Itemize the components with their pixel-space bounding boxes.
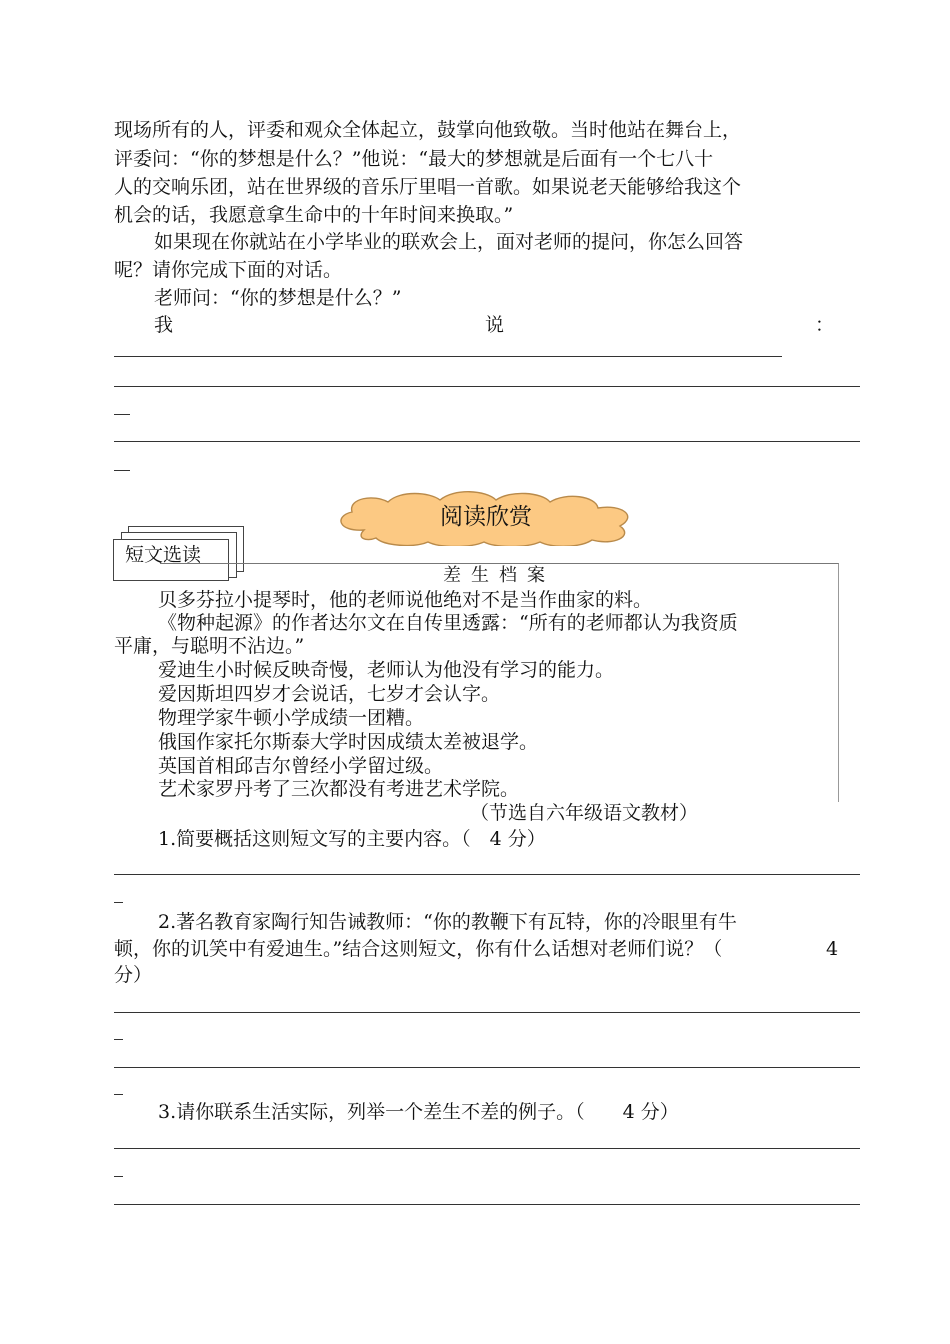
answer-line-dialogue-3-tail bbox=[114, 470, 130, 471]
question-2-line-2: 顿，你的讥笑中有爱迪生。”结合这则短文，你有什么话想对老师们说？（ bbox=[114, 938, 723, 960]
prompt-line-2: 呢？请你完成下面的对话。 bbox=[114, 259, 343, 281]
answer-line-q1[interactable] bbox=[114, 874, 860, 875]
answer-line-dialogue-1[interactable] bbox=[114, 356, 782, 357]
answer-line-dialogue-2-tail bbox=[114, 414, 130, 415]
answer-line-dialogue-2[interactable] bbox=[114, 386, 860, 387]
i-say-char-1: 我 bbox=[154, 314, 174, 336]
question-1: 1.简要概括这则短文写的主要内容。（ 4 分） bbox=[158, 828, 546, 850]
story-line-1: 现场所有的人，评委和观众全体起立，鼓掌向他致敬。当时他站在舞台上， bbox=[114, 119, 742, 141]
article-source: （节选自六年级语文教材） bbox=[470, 802, 699, 824]
section-banner-title: 阅读欣赏 bbox=[440, 504, 532, 530]
article-line-4: 爱迪生小时候反映奇慢，老师认为他没有学习的能力。 bbox=[158, 659, 615, 681]
question-2-line-1: 2.著名教育家陶行知告诫教师：“你的教鞭下有瓦特，你的冷眼里有牛 bbox=[158, 911, 737, 933]
answer-line-q2-1-tail bbox=[114, 1039, 123, 1040]
story-line-4: 机会的话，我愿意拿生命中的十年时间来换取。” bbox=[114, 204, 514, 226]
i-say-colon: ： bbox=[815, 314, 835, 336]
article-line-8: 英国首相邱吉尔曾经小学留过级。 bbox=[158, 755, 444, 777]
answer-line-q2-2-tail bbox=[114, 1094, 123, 1095]
article-title: 差生档案 bbox=[443, 565, 555, 586]
section-tab-label: 短文选读 bbox=[125, 544, 202, 566]
answer-line-dialogue-3[interactable] bbox=[114, 441, 860, 442]
answer-line-q3-1-tail bbox=[114, 1176, 123, 1177]
article-line-7: 俄国作家托尔斯泰大学时因成绩太差被退学。 bbox=[158, 731, 539, 753]
article-line-5: 爱因斯坦四岁才会说话，七岁才会认字。 bbox=[158, 683, 501, 705]
i-say-char-2: 说 bbox=[485, 314, 505, 336]
story-line-2: 评委问：“你的梦想是什么？”他说：“最大的梦想就是后面有一个七八十 bbox=[114, 148, 714, 170]
article-line-6: 物理学家牛顿小学成绩一团糟。 bbox=[158, 707, 425, 729]
teacher-asks-line: 老师问：“你的梦想是什么？” bbox=[154, 287, 402, 309]
article-line-3: 平庸，与聪明不沾边。” bbox=[114, 635, 305, 657]
question-2-line-3: 分） bbox=[114, 964, 153, 986]
answer-line-q1-tail bbox=[114, 902, 123, 903]
question-3: 3.请你联系生活实际，列举一个差生不差的例子。（ 4 分） bbox=[158, 1101, 679, 1123]
story-line-3: 人的交响乐团，站在世界级的音乐厅里唱一首歌。如果说老天能够给我这个 bbox=[114, 176, 742, 198]
article-line-1: 贝多芬拉小提琴时，他的老师说他绝对不是当作曲家的料。 bbox=[158, 589, 653, 611]
answer-line-q2-1[interactable] bbox=[114, 1012, 860, 1013]
article-line-9: 艺术家罗丹考了三次都没有考进艺术学院。 bbox=[158, 778, 520, 800]
prompt-line-1: 如果现在你就站在小学毕业的联欢会上，面对老师的提问，你怎么回答 bbox=[154, 231, 744, 253]
question-2-points: 4 bbox=[826, 938, 839, 960]
article-line-2: 《物种起源》的作者达尔文在自传里透露：“所有的老师都认为我资质 bbox=[158, 612, 738, 634]
answer-line-q3-1[interactable] bbox=[114, 1148, 860, 1149]
answer-line-q3-2[interactable] bbox=[114, 1204, 860, 1205]
answer-line-q2-2[interactable] bbox=[114, 1067, 860, 1068]
